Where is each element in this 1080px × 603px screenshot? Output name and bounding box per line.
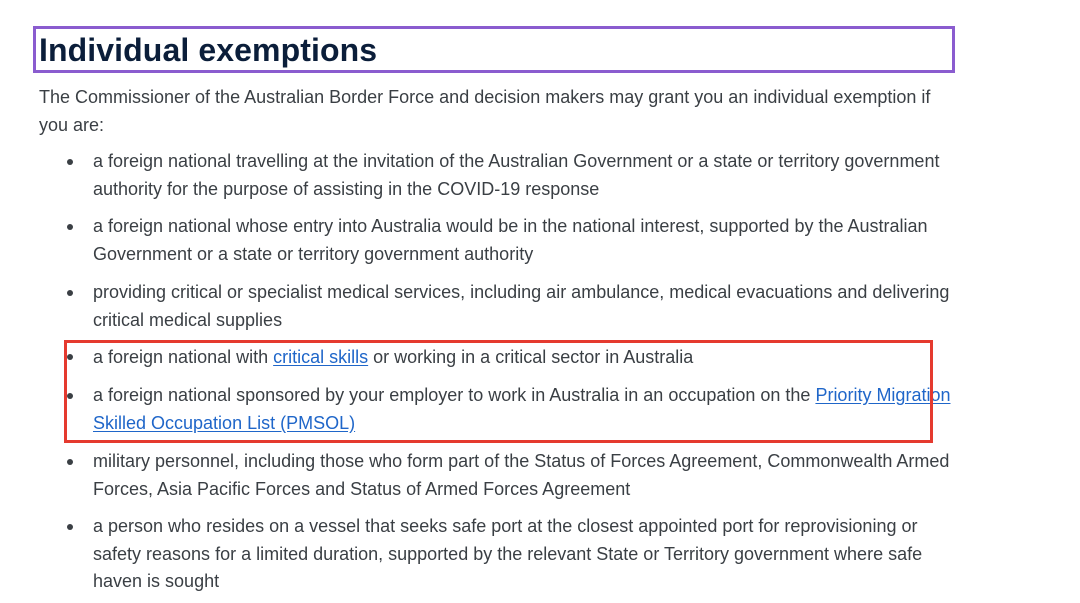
critical-skills-link[interactable]: critical skills [273,347,369,367]
list-item-text [93,148,958,203]
bullet-icon [67,224,73,230]
bullet-icon [67,159,73,165]
intro-paragraph: The Commissioner of the Australian Border Force and decision makers may grant you an individual exemption if you are: [39,87,931,135]
bullet-icon [67,290,73,296]
bullet-icon [67,524,73,530]
list-item-label: a foreign national with [93,347,274,367]
list-item-label: a foreign national sponsored by your employer to work in Australia in an occupation on the [93,385,816,405]
list-item-text [93,213,958,268]
list-item-label: or working in a critical sector in Australia [368,347,694,367]
bullet-icon [67,459,73,465]
list-item-text [93,513,958,596]
list-item-label: a foreign national travelling at the invitation of the Australian Government or a state or territory government authority for the purpose of assisting in the COVID-19 response [93,151,940,199]
list-item-label: a person who resides on a vessel that seeks safe port at the closest appointed port for reprovisioning or safety reasons for a limited duration, supported by the relevant State or Territory government where safe haven is sought [93,516,923,591]
list-item-text [93,448,958,503]
list-item-label: military personnel, including those who form part of the Status of Forces Agreement, Commonwealth Armed Forces, Asia Pacific Forces and Status of Armed Forces Agreement [93,451,950,499]
list-item-label: providing critical or specialist medical services, including air ambulance, medical evacuations and delivering critical medical supplies [93,282,950,330]
highlight-annotation-box [64,340,933,443]
list-item-text [93,279,958,334]
pmsol-link[interactable]: Priority Migration Skilled Occupation List (PMSOL) [93,385,951,433]
list-item-label: a foreign national whose entry into Australia would be in the national interest, supported by the Australian Government or a state or territory government authority [93,216,928,264]
page-title: Individual exemptions [39,32,378,68]
